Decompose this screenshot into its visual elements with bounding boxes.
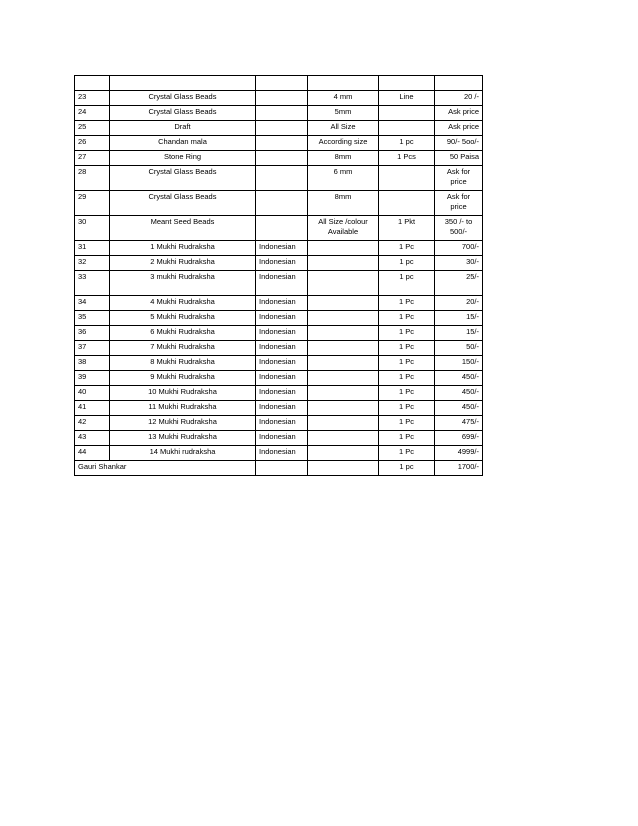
price: 700/- [435,241,483,256]
item-name: Crystal Glass Beads [110,91,256,106]
price: 50/- [435,341,483,356]
table-row [75,121,483,136]
item-name: 1 Mukhi Rudraksha [110,241,256,256]
price: 450/- [435,371,483,386]
row-number: 30 [75,216,110,241]
size [308,311,379,326]
origin: Indonesian [256,311,308,326]
row-number: 24 [75,106,110,121]
table-row [75,446,483,461]
footer-item-name: Gauri Shankar [75,461,256,476]
price: Ask price [435,121,483,136]
item-name: 5 Mukhi Rudraksha [110,311,256,326]
size [308,356,379,371]
unit: 1 Pc [379,241,435,256]
price: Ask for price [435,191,483,216]
row-number: 25 [75,121,110,136]
unit: 1 Pc [379,416,435,431]
item-name: Chandan mala [110,136,256,151]
row-number: 43 [75,431,110,446]
size [308,386,379,401]
unit [379,166,435,191]
unit: 1 Pc [379,446,435,461]
row-number: 33 [75,271,110,296]
item-name: 4 Mukhi Rudraksha [110,296,256,311]
item-name: Crystal Glass Beads [110,166,256,191]
table-row [75,271,483,296]
unit: 1 pc [379,136,435,151]
unit: 1 pc [379,256,435,271]
unit: 1 Pc [379,326,435,341]
table-row [75,151,483,166]
size [308,431,379,446]
size [308,241,379,256]
row-number: 37 [75,341,110,356]
origin: Indonesian [256,256,308,271]
price: 475/- [435,416,483,431]
origin [256,166,308,191]
item-name: Crystal Glass Beads [110,191,256,216]
origin: Indonesian [256,371,308,386]
size: According size [308,136,379,151]
size: All Size [308,121,379,136]
header-cell [75,76,110,91]
unit [379,121,435,136]
size [308,401,379,416]
size [308,371,379,386]
unit: 1 Pc [379,341,435,356]
price: 25/- [435,271,483,296]
size [308,326,379,341]
footer-size [308,461,379,476]
table-row [75,326,483,341]
origin: Indonesian [256,446,308,461]
table-row [75,91,483,106]
size: 8mm [308,191,379,216]
table-row [75,401,483,416]
item-name: Crystal Glass Beads [110,106,256,121]
unit: 1 Pkt [379,216,435,241]
item-name: Meant Seed Beads [110,216,256,241]
header-row [75,76,483,91]
header-cell [256,76,308,91]
size [308,256,379,271]
row-number: 32 [75,256,110,271]
unit: 1 pc [379,271,435,296]
footer-price: 1700/- [435,461,483,476]
table-row [75,371,483,386]
header-cell [110,76,256,91]
row-number: 40 [75,386,110,401]
table-row [75,241,483,256]
item-name: 10 Mukhi Rudraksha [110,386,256,401]
row-number: 31 [75,241,110,256]
item-name: 11 Mukhi Rudraksha [110,401,256,416]
size [308,271,379,296]
unit: 1 Pc [379,311,435,326]
price: 30/- [435,256,483,271]
price: Ask price [435,106,483,121]
size: 8mm [308,151,379,166]
row-number: 38 [75,356,110,371]
item-name: 14 Mukhi rudraksha [110,446,256,461]
size [308,416,379,431]
table-row [75,356,483,371]
row-number: 27 [75,151,110,166]
row-number: 42 [75,416,110,431]
price: 15/- [435,311,483,326]
row-number: 29 [75,191,110,216]
header-cell [435,76,483,91]
item-name: 7 Mukhi Rudraksha [110,341,256,356]
price: 50 Paisa [435,151,483,166]
size: 4 mm [308,91,379,106]
unit [379,106,435,121]
origin [256,121,308,136]
size: 6 mm [308,166,379,191]
footer-unit: 1 pc [379,461,435,476]
origin: Indonesian [256,416,308,431]
row-number: 41 [75,401,110,416]
table-row [75,311,483,326]
price: 450/- [435,386,483,401]
table-row [75,166,483,191]
price: 20 /- [435,91,483,106]
item-name: 13 Mukhi Rudraksha [110,431,256,446]
price: 15/- [435,326,483,341]
table-row [75,386,483,401]
origin [256,191,308,216]
item-name: 2 Mukhi Rudraksha [110,256,256,271]
item-name: 9 Mukhi Rudraksha [110,371,256,386]
origin [256,216,308,241]
origin [256,91,308,106]
origin: Indonesian [256,401,308,416]
unit: 1 Pc [379,386,435,401]
table-row [75,106,483,121]
origin [256,106,308,121]
row-number: 35 [75,311,110,326]
price: Ask for price [435,166,483,191]
table-row [75,296,483,311]
footer-origin [256,461,308,476]
row-number: 39 [75,371,110,386]
unit: Line [379,91,435,106]
size [308,341,379,356]
size [308,296,379,311]
size [308,446,379,461]
price: 4999/- [435,446,483,461]
origin: Indonesian [256,241,308,256]
footer-row [75,461,483,476]
price: 450/- [435,401,483,416]
header-cell [308,76,379,91]
unit: 1 Pcs [379,151,435,166]
item-name: 3 mukhi Rudraksha [110,271,256,296]
item-name: 8 Mukhi Rudraksha [110,356,256,371]
row-number: 34 [75,296,110,311]
header-cell [379,76,435,91]
origin [256,151,308,166]
origin: Indonesian [256,271,308,296]
price: 350 /- to 500/- [435,216,483,241]
unit [379,191,435,216]
price: 150/- [435,356,483,371]
origin: Indonesian [256,326,308,341]
table-row [75,341,483,356]
item-name: 6 Mukhi Rudraksha [110,326,256,341]
size: All Size /colour Available [308,216,379,241]
item-name: Draft [110,121,256,136]
size: 5mm [308,106,379,121]
unit: 1 Pc [379,371,435,386]
price-table [74,75,483,476]
origin: Indonesian [256,296,308,311]
row-number: 36 [75,326,110,341]
row-number: 23 [75,91,110,106]
row-number: 44 [75,446,110,461]
price: 90/- 5oo/- [435,136,483,151]
unit: 1 Pc [379,356,435,371]
origin [256,136,308,151]
unit: 1 Pc [379,431,435,446]
table-row [75,136,483,151]
item-name: 12 Mukhi Rudraksha [110,416,256,431]
unit: 1 Pc [379,401,435,416]
unit: 1 Pc [379,296,435,311]
table-row [75,256,483,271]
row-number: 26 [75,136,110,151]
price: 20/- [435,296,483,311]
table-row [75,216,483,241]
item-name: Stone Ring [110,151,256,166]
origin: Indonesian [256,386,308,401]
table-row [75,416,483,431]
table-row [75,431,483,446]
origin: Indonesian [256,341,308,356]
origin: Indonesian [256,431,308,446]
row-number: 28 [75,166,110,191]
origin: Indonesian [256,356,308,371]
price: 699/- [435,431,483,446]
table-row [75,191,483,216]
